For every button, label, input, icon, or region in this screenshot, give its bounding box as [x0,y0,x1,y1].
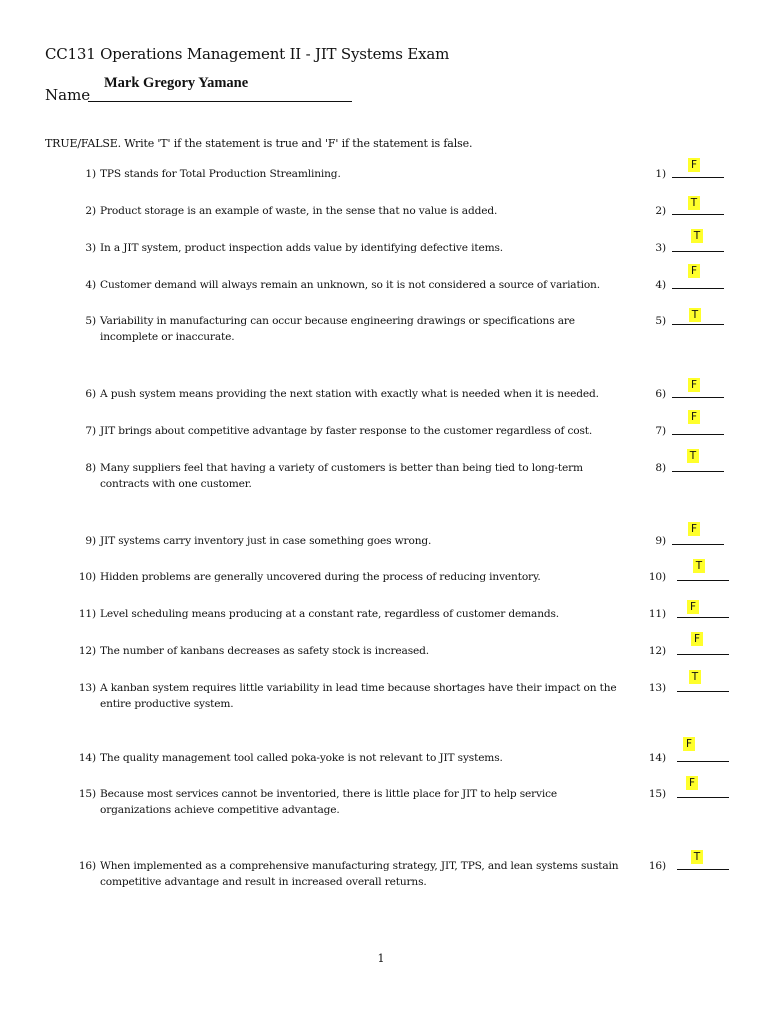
answer-mark: F [683,737,695,751]
answer-number: 11) [648,608,666,620]
answer-blank [677,761,729,762]
question-text: JIT brings about competitive advantage by faster response to the customer regardless of cost. [100,425,593,437]
answer-blank [672,471,724,472]
name-underline [88,101,352,102]
answer-mark: T [693,559,705,573]
exam-title: CC131 Operations Management II - JIT Systems Exam [45,45,450,63]
answer-number: 12) [648,645,666,657]
answer-number: 7) [655,425,666,437]
answer-blank [672,214,724,215]
answer-blank [672,177,724,178]
answer-blank [677,617,729,618]
answer-number: 4) [655,279,666,291]
question-number: 10) [78,571,96,583]
question-text: In a JIT system, product inspection adds value by identifying defective items. [100,242,503,254]
question-number: 16) [78,860,96,872]
answer-number: 13) [648,682,666,694]
answer-blank [677,691,729,692]
answer-mark: F [688,378,700,392]
question-number: 14) [78,752,96,764]
answer-blank [677,797,729,798]
question-text: Because most services cannot be inventoried, there is little place for JIT to help service organizations achieve competitive advantage. [100,788,557,816]
instructions: TRUE/FALSE. Write 'T' if the statement is true and 'F' if the statement is false. [45,137,473,150]
answer-mark: F [688,158,700,172]
answer-blank [672,544,724,545]
question-text: The number of kanbans decreases as safety stock is increased. [100,645,429,657]
answer-blank [672,324,724,325]
question-number: 3) [85,242,96,254]
answer-mark: T [691,850,703,864]
question-number: 13) [78,682,96,694]
question-text: Product storage is an example of waste, in the sense that no value is added. [100,205,498,217]
question-text: JIT systems carry inventory just in case something goes wrong. [100,535,432,547]
name-label: Name [45,86,91,104]
question-number: 8) [85,462,96,474]
answer-number: 1) [655,168,666,180]
answer-mark: F [688,410,700,424]
answer-mark: F [688,522,700,536]
answer-number: 2) [655,205,666,217]
answer-number: 14) [648,752,666,764]
answer-blank [672,434,724,435]
answer-number: 15) [648,788,666,800]
question-text: When implemented as a comprehensive manufacturing strategy, JIT, TPS, and lean systems sustain competitive advantage and result in increased overall returns. [100,860,619,888]
answer-blank [672,251,724,252]
answer-number: 9) [655,535,666,547]
question-number: 11) [78,608,96,620]
question-number: 2) [85,205,96,217]
answer-mark: T [688,196,700,210]
question-text: TPS stands for Total Production Streamlining. [100,168,341,180]
question-number: 9) [85,535,96,547]
page-number: 1 [377,952,385,965]
question-text: The quality management tool called poka-yoke is not relevant to JIT systems. [100,752,503,764]
question-text: A kanban system requires little variability in lead time because shortages have their impact on the entire productive system. [100,682,617,710]
answer-blank [677,654,729,655]
question-number: 7) [85,425,96,437]
question-number: 12) [78,645,96,657]
answer-mark: T [689,308,701,322]
question-text: Variability in manufacturing can occur because engineering drawings or specifications are incomplete or inaccurate. [100,315,575,343]
question-text: A push system means providing the next station with exactly what is needed when it is needed. [100,388,599,400]
answer-mark: F [691,632,703,646]
answer-mark: F [687,600,699,614]
answer-mark: F [688,264,700,278]
answer-number: 5) [655,315,666,327]
answer-mark: T [687,449,699,463]
answer-number: 6) [655,388,666,400]
answer-blank [672,397,724,398]
answer-blank [677,580,729,581]
question-number: 1) [85,168,96,180]
name-row [45,75,355,106]
answer-number: 16) [648,860,666,872]
question-number: 6) [85,388,96,400]
answer-number: 10) [648,571,666,583]
answer-number: 8) [655,462,666,474]
student-name: Mark Gregory Yamane [104,75,249,91]
question-text: Hidden problems are generally uncovered during the process of reducing inventory. [100,571,541,583]
question-text: Many suppliers feel that having a variety of customers is better than being tied to long-term contracts with one customer. [100,462,583,490]
answer-blank [677,869,729,870]
question-text: Customer demand will always remain an unknown, so it is not considered a source of variation. [100,279,600,291]
question-number: 15) [78,788,96,800]
question-text: Level scheduling means producing at a constant rate, regardless of customer demands. [100,608,559,620]
question-number: 4) [85,279,96,291]
question-number: 5) [85,315,96,327]
answer-mark: F [686,776,698,790]
answer-mark: T [689,670,701,684]
answer-mark: T [691,229,703,243]
answer-number: 3) [655,242,666,254]
answer-blank [672,288,724,289]
